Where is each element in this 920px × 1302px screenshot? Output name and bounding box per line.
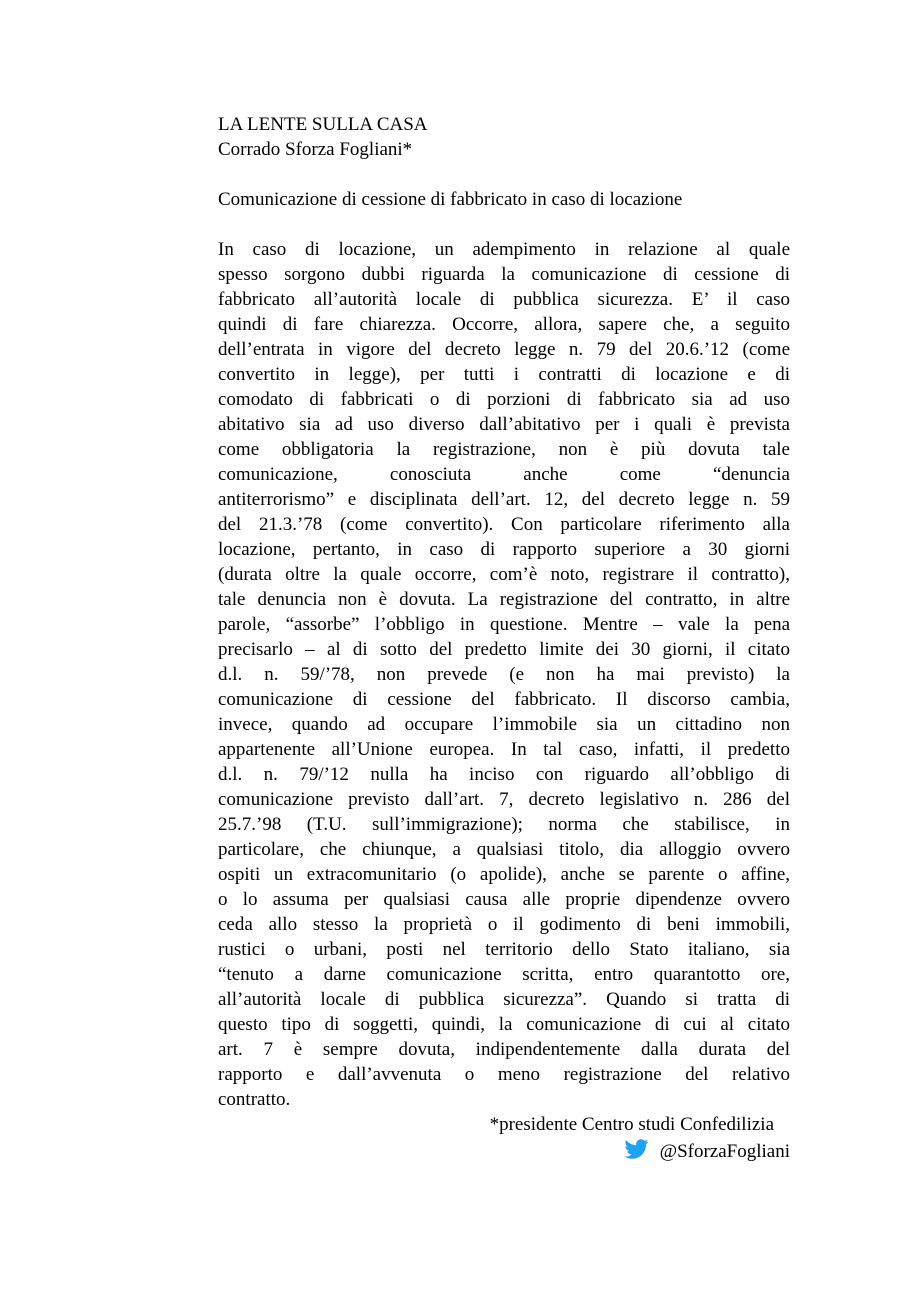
body-line: questo tipo di soggetti, quindi, la comunicazione di cui al citato <box>218 1014 790 1035</box>
body-paragraph <box>218 237 790 1112</box>
body-line: 25.7.’98 (T.U. sull’immigrazione); norma che stabilisce, in <box>218 814 790 835</box>
body-line: “tenuto a darne comunicazione scritta, entro quarantotto ore, <box>218 964 790 985</box>
body-line: comodato di fabbricati o di porzioni di fabbricato sia ad uso <box>218 389 790 410</box>
body-line: locazione, pertanto, in caso di rapporto superiore a 30 giorni <box>218 539 790 560</box>
twitter-handle: @SforzaFogliani <box>659 1141 790 1162</box>
document-title: LA LENTE SULLA CASA <box>218 114 428 135</box>
body-line: come obbligatoria la registrazione, non è più dovuta tale <box>218 439 790 460</box>
body-line: comunicazione previsto dall’art. 7, decreto legislativo n. 286 del <box>218 789 790 810</box>
body-line: tale denuncia non è dovuta. La registrazione del contratto, in altre <box>218 589 790 610</box>
body-line: invece, quando ad occupare l’immobile sia un cittadino non <box>218 714 790 735</box>
body-line: In caso di locazione, un adempimento in relazione al quale <box>218 239 790 260</box>
body-line: quindi di fare chiarezza. Occorre, allora, sapere che, a seguito <box>218 314 790 335</box>
subject-heading: Comunicazione di cessione di fabbricato in caso di locazione <box>218 189 683 210</box>
body-line: comunicazione di cessione del fabbricato. Il discorso cambia, <box>218 689 790 710</box>
body-line: art. 7 è sempre dovuta, indipendentemente dalla durata del <box>218 1039 790 1060</box>
body-line: rustici o urbani, posti nel territorio dello Stato italiano, sia <box>218 939 790 960</box>
body-line: convertito in legge), per tutti i contratti di locazione e di <box>218 364 790 385</box>
body-line: contratto. <box>218 1089 291 1110</box>
body-line: parole, “assorbe” l’obbligo in questione. Mentre – vale la pena <box>218 614 790 635</box>
body-line: o lo assuma per qualsiasi causa alle proprie dipendenze ovvero <box>218 889 790 910</box>
blank-line <box>218 212 790 237</box>
twitter-bird-icon <box>622 1137 651 1161</box>
body-line: comunicazione, conosciuta anche come “denuncia <box>218 464 790 485</box>
body-line: d.l. n. 79/’12 nulla ha inciso con riguardo all’obbligo di <box>218 764 790 785</box>
body-line: abitativo sia ad uso diverso dall’abitativo per i quali è prevista <box>218 414 790 435</box>
body-line: d.l. n. 59/’78, non prevede (e non ha mai previsto) la <box>218 664 790 685</box>
author-line: Corrado Sforza Fogliani* <box>218 139 413 160</box>
body-line: ceda allo stesso la proprietà o il godimento di beni immobili, <box>218 914 790 935</box>
body-line: antiterrorismo” e disciplinata dell’art. 12, del decreto legge n. 59 <box>218 489 790 510</box>
footer-twitter-line <box>218 1137 790 1164</box>
footer-signature: *presidente Centro studi Confedilizia <box>489 1114 774 1135</box>
body-line: del 21.3.’78 (come convertito). Con particolare riferimento alla <box>218 514 790 535</box>
blank-line <box>218 162 790 187</box>
body-line: all’autorità locale di pubblica sicurezza”. Quando si tratta di <box>218 989 790 1010</box>
document-text-block <box>218 112 790 1164</box>
body-line: ospiti un extracomunitario (o apolide), anche se parente o affine, <box>218 864 790 885</box>
body-line: dell’entrata in vigore del decreto legge n. 79 del 20.6.’12 (come <box>218 339 790 360</box>
body-line: particolare, che chiunque, a qualsiasi titolo, dia alloggio ovvero <box>218 839 790 860</box>
body-line: spesso sorgono dubbi riguarda la comunicazione di cessione di <box>218 264 790 285</box>
body-line: fabbricato all’autorità locale di pubblica sicurezza. E’ il caso <box>218 289 790 310</box>
body-line: precisarlo – al di sotto del predetto limite dei 30 giorni, il citato <box>218 639 790 660</box>
body-line: (durata oltre la quale occorre, com’è noto, registrare il contratto), <box>218 564 790 585</box>
body-line: rapporto e dall’avvenuta o meno registrazione del relativo <box>218 1064 790 1085</box>
body-line: appartenente all’Unione europea. In tal caso, infatti, il predetto <box>218 739 790 760</box>
